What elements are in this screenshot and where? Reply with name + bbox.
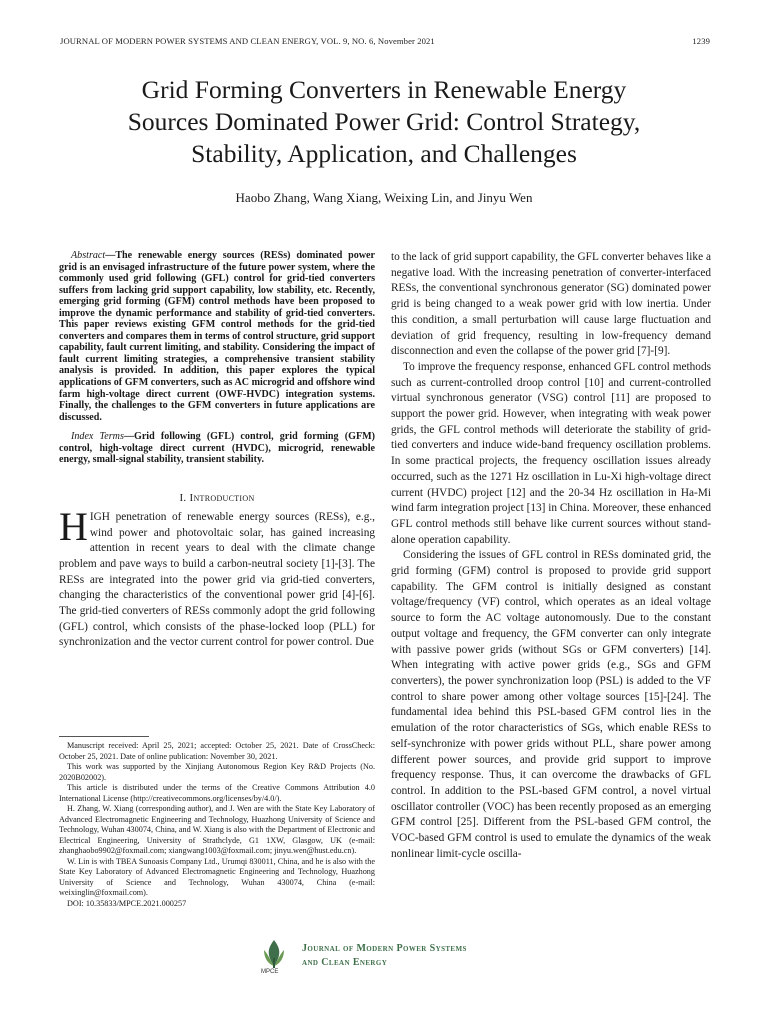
journal-logo bbox=[258, 938, 518, 978]
logo-wordmark bbox=[302, 942, 467, 970]
journal-citation: JOURNAL OF MODERN POWER SYSTEMS AND CLEAN ENERGY, VOL. 9, NO. 6, November 2021 bbox=[60, 36, 435, 46]
paper-title bbox=[40, 74, 728, 170]
footnotes bbox=[59, 741, 375, 909]
running-header bbox=[60, 36, 710, 46]
logo-abbreviation: MPCE bbox=[261, 969, 279, 975]
title-line-2: Sources Dominated Power Grid: Control Strategy, bbox=[127, 107, 641, 136]
left-column bbox=[59, 250, 375, 651]
drop-cap: H bbox=[59, 503, 88, 549]
index-terms bbox=[59, 431, 375, 466]
author-list: Haobo Zhang, Wang Xiang, Weixing Lin, and Jinyu Wen bbox=[235, 190, 533, 205]
page-number: 1239 bbox=[692, 36, 710, 46]
logo-line-2: and Clean Energy bbox=[302, 957, 388, 968]
body-paragraph-3: Considering the issues of GFL control in RESs dominated grid, the grid forming (GFM) control is proposed to provide grid support capability. The GFM control is initially designed as constant voltage/frequency (VF) control, which operates as an ideal voltage source to form the AC voltage autonomously. Due to the constant output voltage and frequency, the GFM converter can only integrate with passive power grids (without SGs or GFM converters) [14]. When integrating with active power grids (e.g., SGs and GFM converters), the power synchronization loop (PSL) is added to the VF control to share power among other voltage sources [15]-[24]. The fundamental idea behind this PSL-based GFM control lies in the emulation of the rotor characteristics of SGs, which enable RESs to self-synchronize with power grids without PLL, share power among different power sources, and provide grid support to improve frequency response. Thus, it can overcome the drawbacks of GFL control. In addition to the PSL-based GFM control, a novel virtual oscillator controller (VOC) has been recently proposed as an emerging GFM control [25]. Different from the PSL-based GFM control, the VOC-based GFM control is used to emulate the dynamics of the weak nonlinear limit-cycle oscilla- bbox=[391, 549, 711, 860]
index-terms-text: —Grid following (GFL) control, grid forming (GFM) control, high-voltage direct current (HVDC), microgrid, renewable energy, small-signal stability, transient stability. bbox=[59, 431, 375, 466]
footnote-divider bbox=[59, 736, 149, 737]
abstract bbox=[59, 250, 375, 423]
section-heading-introduction: I. Introduction bbox=[179, 491, 255, 504]
body-paragraph-1: to the lack of grid support capability, the GFL converter behaves like a negative load. With the increasing penetration of converter-interfaced RESs, the conventional synchronous generator (SG) dominated power grid is being changed to a weak power grid with low inertia. Under this condition, a small perturbation will cause large fluctuation and deviation of grid frequency, resulting in low-frequency demand disconnection and even the collapse of the power grid [7]-[9]. bbox=[391, 251, 711, 358]
body-paragraph-2: To improve the frequency response, enhanced GFL control methods such as current-controlled droop control [10] and current-controlled virtual synchronous generator (VSG) control [11] are proposed to support the power grid. However, when integrating with weak power grids, the GFL control methods will deteriorate the stability of grid-tied converters and induce wide-band frequency oscillation problems. In some practical projects, the frequency oscillation issues already occurred, such as the 1271 Hz oscillation in Lu-Xi high-voltage direct current (HVDC) project [12] and the 20-34 Hz oscillation in Ha-Mi wind farm integration project [13] in China. Moreover, these enhanced GFL control methods still behave like current sources without stand-alone operation capability. bbox=[391, 360, 711, 546]
logo-line-1: Journal of Modern Power Systems bbox=[302, 943, 467, 954]
footnote-affiliation-2: W. Lin is with TBEA Sunoasis Company Ltd., Urumqi 830011, China, and he is also with the State Key Laboratory of Advanced Electromagnetic Engineering and Technology, Huazhong University of Science and Technology, Wuhan 430074, China (e-mail: weixinglin@foxmail.com). bbox=[59, 856, 375, 897]
footnote-license: This article is distributed under the terms of the Creative Commons Attribution 4.0 International License (http://creativecommons.org/licenses/by/4.0/). bbox=[59, 783, 375, 803]
footnote-doi: DOI: 10.35833/MPCE.2021.000257 bbox=[67, 898, 187, 908]
abstract-text: —The renewable energy sources (RESs) dominated power grid is an envisaged infrastructure of the future power system, where the commonly used grid following (GFL) control for grid-tied converters suffers from lacking grid support capability, low stability, etc. Recently, emerging grid forming (GFM) control methods have been proposed to improve the dynamic performance and stability of grid-tied converters. This paper reviews existing GFM control methods for the grid-tied converters and compares them in terms of control structure, grid support capability, fault current limiting, and stability. Considering the impact of fault current limiting strategies, a comprehensive transient stability analysis is provided. In addition, this paper explores the typical applications of GFM converters, such as AC microgrid and offshore wind farm high-voltage direct current (OWF-HVDC) integration systems. Finally, the challenges to the GFM converters in future applications are discussed. bbox=[59, 250, 375, 423]
footnote-affiliation-1: H. Zhang, W. Xiang (corresponding author), and J. Wen are with the State Key Laboratory of Advanced Electromagnetic Engineering and Technology, Huazhong University of Science and Technology, Wuhan 430074, China, and W. Xiang is also with the Department of Electronic and Electrical Engineering, University of Strathclyde, G1 1XW, Glasgow, UK (e-mail: zhanghaobo9902@foxmail.com; xiangwang1003@foxmail.com; jinyu.wen@hust.edu.cn). bbox=[59, 804, 375, 855]
intro-paragraph-text: IGH penetration of renewable energy sources (RESs), e.g., wind power and photovoltaic solar, has gained increasing attention in recent years to deal with the climate change problem and pave ways to build a carbon-neutral society [1]-[3]. The RESs are integrated into the power grid via grid-tied converters, changing the characteristics of the conventional power grid [4]-[6]. The grid-tied converters of RESs commonly adopt the grid following (GFL) control, which consists of the phase-locked loop (PLL) for synchronization and the vector current control for power control. Due bbox=[59, 510, 375, 649]
footnote-funding: This work was supported by the Xinjiang Autonomous Region Key R&D Projects (No. 2020B02002). bbox=[59, 762, 375, 782]
index-terms-label: Index Terms bbox=[71, 431, 124, 443]
title-line-1: Grid Forming Converters in Renewable Energy bbox=[141, 75, 627, 104]
right-column bbox=[391, 250, 711, 862]
intro-paragraph bbox=[59, 503, 375, 651]
abstract-label: Abstract bbox=[71, 250, 106, 261]
footnote-manuscript-dates: Manuscript received: April 25, 2021; accepted: October 25, 2021. Date of CrossCheck: October 25, 2021. Date of online publication: November 30, 2021. bbox=[59, 741, 375, 761]
title-line-3: Stability, Application, and Challenges bbox=[191, 139, 577, 168]
